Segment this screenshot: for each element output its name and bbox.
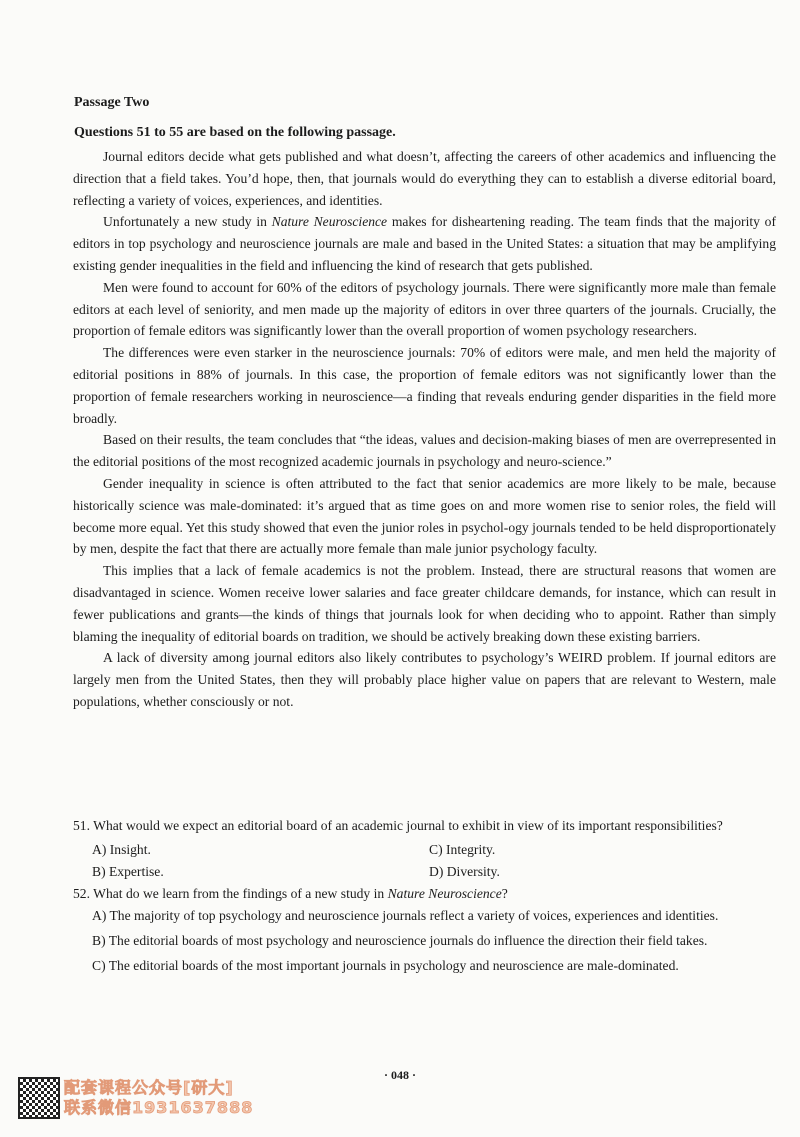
- passage-paragraph: [73, 211, 776, 276]
- question-52: [73, 883, 776, 976]
- stem-text: 52. What do we learn from the findings of a new study in: [73, 886, 388, 902]
- passage-paragraph: Men were found to account for 60% of the editors of psychology journals. There were significantly more male than female editors at each level of seniority, and men made up the majority of editors in over three quarters of the journals. Crucially, the proportion of female editors was significantly lower than the overall proportion of women psychology researchers.: [73, 279, 776, 339]
- option-c[interactable]: C) Integrity.: [429, 841, 496, 857]
- passage-paragraph: The differences were even starker in the neuroscience journals: 70% of editors were male, and men held the majority of editorial positions in 88% of journals. In this case, the proportion of female editors was not significantly lower than the proportion of female researchers working in neuroscience—a finding that reveals enduring gender disparities in the field more broadly.: [73, 345, 776, 426]
- option-grid: [73, 839, 776, 883]
- journal-name: Nature Neuroscience: [271, 214, 388, 230]
- passage-paragraph: Gender inequality in science is often attributed to the fact that senior academics are more likely to be male, because historically science was male-dominated: it’s argued that as time goes on and more women rise to senior roles, the field will become more equal. Yet this study showed that even the junior roles in psychol-ogy journals tended to be held disproportionately by men, despite the fact that there are actually more female than male junior psychology faculty.: [73, 475, 776, 557]
- passage-paragraph: Based on their results, the team concludes that “the ideas, values and decision-making biases of men are overrepresented in the editorial positions of the most recognized academic journals in psychology and neuro-science.”: [73, 432, 776, 470]
- page-number: · 048 ·: [383, 1068, 416, 1082]
- passage-paragraph: Journal editors decide what gets published and what doesn’t, affecting the careers of other academics and influencing the direction that a field takes. You’d hope, then, that journals would do everything they can to establish a diverse editorial board, reflecting a variety of voices, experiences, and identities.: [73, 149, 776, 208]
- passage-body: [73, 146, 776, 713]
- watermark-text: [64, 1078, 253, 1118]
- paragraph-text: Unfortunately a new study in: [103, 214, 272, 230]
- passage-paragraph: This implies that a lack of female academics is not the problem. Instead, there are structural reasons that women are disadvantaged in science. Women receive lower salaries and face greater childcare demands, for instance, which can result in fewer publications and grants—the kinds of things that journals look for when deciding who to appoint. Rather than simply blaming the inequality of editorial boards on tradition, we should be actively breaking down these existing barriers.: [73, 563, 776, 644]
- option-a[interactable]: A) The majority of top psychology and neuroscience journals reflect a variety of voices, experiences and identities.: [92, 908, 719, 924]
- watermark-line: 联系微信1931637888: [64, 1098, 254, 1117]
- question-51: [73, 815, 776, 882]
- option-c[interactable]: C) The editorial boards of the most important journals in psychology and neuroscience are male-dominated.: [92, 957, 679, 973]
- question-stem: 51. What would we expect an editorial board of an academic journal to exhibit in view of its important responsibilities?: [73, 818, 723, 833]
- option-a[interactable]: A) Insight.: [92, 841, 151, 857]
- journal-name: Nature Neuroscience: [387, 886, 502, 902]
- question-list: [73, 815, 776, 980]
- qr-code-icon: [18, 1077, 60, 1119]
- watermark: [18, 1077, 253, 1119]
- stem-text: ?: [501, 886, 508, 902]
- option-b[interactable]: B) Expertise.: [92, 863, 164, 879]
- questions-intro: Questions 51 to 55 are based on the following passage.: [74, 125, 396, 140]
- option-d[interactable]: D) Diversity.: [429, 863, 500, 879]
- watermark-line: 配套课程公众号[研大]: [64, 1078, 234, 1097]
- paragraph-text: makes for disheartening reading. The team finds that the majority of editors in top psychology and neuroscience journals are male and based in the United States: a situation that may be amplifying existing gender inequalities in the field and influencing the kind of research that gets published.: [73, 214, 776, 273]
- passage-paragraph: A lack of diversity among journal editors also likely contributes to psychology’s WEIRD problem. If journal editors are largely men from the United States, then they will probably place higher value on papers that are relevant to Western, male populations, whether consciously or not.: [73, 650, 776, 709]
- option-b[interactable]: B) The editorial boards of most psychology and neuroscience journals do influence the direction their field takes.: [92, 932, 708, 948]
- question-stem: [73, 883, 776, 905]
- section-title: Passage Two: [74, 95, 150, 110]
